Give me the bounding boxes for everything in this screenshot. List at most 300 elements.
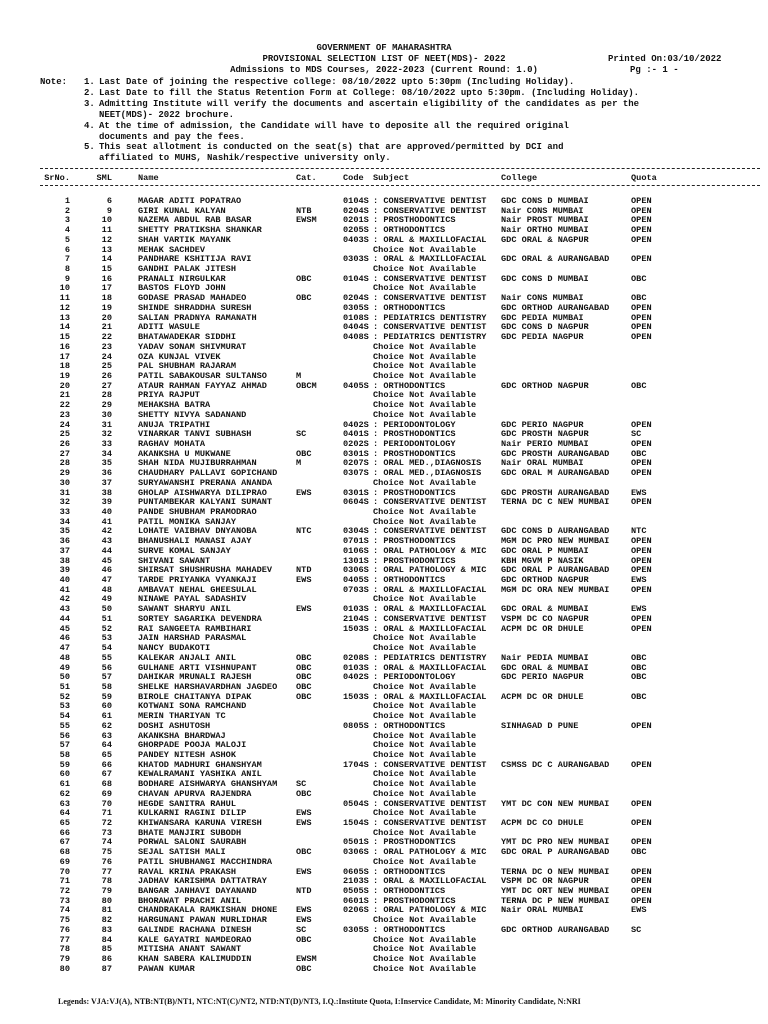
cell-subject: : ORAL & MAXILLOFACIAL	[373, 624, 487, 634]
legend: Legends: VJA:VJ(A), NTB:NT(B)/NT1, NTC:NT(C)/NT2, NTD:NT(D)/NT3, I.Q.:Institute Quota, I:Inservice Candidate, M: Minority Candidate, N:NRI	[58, 997, 581, 1006]
cell-college: Nair PERIO MUMBAI	[501, 439, 589, 449]
cell-name: AKANKSHA U MUKWANE	[138, 449, 231, 459]
cell-quota: OPEN	[631, 624, 652, 634]
cell-subject: : ORTHODONTICS	[373, 721, 446, 731]
cell-subject: Choice Not Available	[373, 935, 477, 945]
cell-sml: 63	[101, 731, 112, 741]
cell-code: 0202S	[343, 439, 369, 449]
table-row	[0, 809, 768, 819]
cell-college: Nair CONS MUMBAI	[501, 294, 584, 304]
cell-subject: Choice Not Available	[373, 517, 477, 527]
cell-name: BODHARE AISHWARYA GHANSHYAM	[138, 780, 278, 790]
cell-category: OBC	[296, 682, 312, 692]
cell-quota: OPEN	[631, 537, 652, 547]
cell-srno: 23	[59, 410, 70, 420]
table-row	[0, 702, 768, 712]
cell-subject: : CONSERVATIVE DENTIST	[373, 527, 487, 537]
cell-subject: : ORAL & MAXILLOFACIAL	[373, 585, 487, 595]
cell-category: EWS	[296, 819, 312, 828]
cell-sml: 84	[101, 935, 112, 945]
page-number: Pg :- 1 -	[630, 65, 679, 75]
cell-college: GDC PERIO NAGPUR	[501, 420, 584, 430]
cell-code: 0408S	[343, 333, 369, 343]
cell-name: KEWALRAMANI YASHIKA ANIL	[138, 770, 262, 780]
table-row	[0, 712, 768, 722]
cell-sml: 47	[101, 576, 112, 586]
cell-subject: Choice Not Available	[373, 712, 477, 722]
cell-name: BHATAWADEKAR SIDDHI	[138, 333, 236, 343]
cell-srno: 32	[59, 498, 70, 508]
cell-subject: : ORTHODONTICS	[373, 887, 446, 897]
table-row	[0, 450, 768, 460]
cell-subject: : ORAL & MAXILLOFACIAL	[373, 692, 487, 702]
cell-srno: 78	[59, 945, 70, 955]
cell-sml: 40	[101, 508, 112, 517]
cell-code: 0404S	[343, 323, 369, 333]
cell-name: CHAUDHARY PALLAVI GOPICHAND	[138, 469, 278, 479]
table-row	[0, 916, 768, 926]
cell-srno: 6	[64, 245, 70, 255]
cell-code: 0108S	[343, 313, 369, 323]
cell-sml: 65	[101, 750, 112, 760]
cell-college: MGM DC ORA NEW MUMBAI	[501, 585, 610, 595]
col-sml: SML	[96, 174, 112, 183]
cell-sml: 28	[101, 391, 112, 401]
table-row	[0, 421, 768, 431]
cell-college: Nair ORAL MUMBAI	[501, 459, 584, 469]
cell-college: GDC ORAL M AURANGABAD	[501, 469, 610, 479]
cell-sml: 25	[101, 362, 112, 372]
cell-sml: 85	[101, 945, 112, 955]
cell-srno: 4	[64, 226, 70, 236]
cell-category: EWSM	[296, 216, 317, 226]
cell-college: GDC ORTHOD AURANGABAD	[501, 925, 610, 935]
cell-srno: 50	[59, 673, 70, 683]
table-row	[0, 576, 768, 586]
cell-srno: 46	[59, 634, 70, 644]
cell-college: GDC CONS D NAGPUR	[501, 323, 589, 333]
header-list-title: PROVISIONAL SELECTION LIST OF NEET(MDS)- 2022	[262, 54, 506, 64]
cell-sml: 41	[101, 517, 112, 527]
cell-srno: 49	[59, 663, 70, 673]
cell-name: SHAH VARTIK MAYANK	[138, 235, 231, 245]
cell-sml: 24	[101, 352, 112, 362]
cell-category: M	[296, 459, 302, 469]
cell-srno: 59	[59, 760, 70, 770]
table-row	[0, 945, 768, 955]
table-row	[0, 343, 768, 353]
table-row	[0, 440, 768, 450]
cell-subject: : PEDIATRICS DENTISTRY	[373, 653, 487, 663]
table-row	[0, 732, 768, 742]
cell-sml: 51	[101, 614, 112, 624]
cell-subject: : ORAL MED.,DIAGNOSIS	[373, 469, 482, 479]
cell-subject: Choice Not Available	[373, 634, 477, 644]
table-row	[0, 391, 768, 401]
cell-srno: 16	[59, 342, 70, 352]
cell-subject: : PEDIATRICS DENTISTRY	[373, 333, 487, 343]
cell-quota: OBC	[631, 294, 647, 304]
table-row	[0, 790, 768, 800]
note-text: At the time of admission, the Candidate will have to deposite all the required original documents and pay the fees.	[99, 120, 569, 142]
cell-name: MEHAKSHA BATRA	[138, 401, 211, 411]
cell-quota: OPEN	[631, 867, 652, 877]
table-row	[0, 741, 768, 751]
cell-srno: 15	[59, 333, 70, 343]
cell-sml: 13	[101, 245, 112, 255]
cell-sml: 86	[101, 955, 112, 965]
cell-subject: : PERIODONTOLOGY	[373, 420, 456, 430]
table-row	[0, 401, 768, 411]
cell-sml: 59	[101, 692, 112, 702]
cell-code: 0402S	[343, 673, 369, 683]
cell-code: 0505S	[343, 887, 369, 897]
cell-sml: 72	[101, 819, 112, 828]
cell-sml: 42	[101, 527, 112, 537]
cell-srno: 34	[59, 517, 70, 527]
cell-srno: 61	[59, 780, 70, 790]
cell-subject: Choice Not Available	[373, 391, 477, 401]
cell-code: 0301S	[343, 488, 369, 498]
cell-name: KALEKAR ANJALI ANIL	[138, 653, 236, 663]
cell-sml: 61	[101, 712, 112, 722]
cell-college: Nair CONS MUMBAI	[501, 206, 584, 216]
cell-srno: 47	[59, 644, 70, 654]
cell-category: OBC	[296, 663, 312, 673]
cell-quota: EWS	[631, 576, 647, 586]
cell-sml: 34	[101, 449, 112, 459]
cell-code: 1503S	[343, 692, 369, 702]
table-row	[0, 226, 768, 236]
note-number: 1.	[84, 77, 95, 87]
cell-subject: : PERIODONTOLOGY	[373, 439, 456, 449]
table-row	[0, 304, 768, 314]
cell-category: NTB	[296, 206, 312, 216]
cell-quota: OPEN	[631, 614, 652, 624]
col-quota: Quota	[631, 174, 657, 183]
table-row	[0, 897, 768, 907]
cell-sml: 49	[101, 595, 112, 605]
table-row	[0, 353, 768, 363]
cell-subject: : CONSERVATIVE DENTIST	[373, 323, 487, 333]
cell-subject: : ORTHODONTICS	[373, 303, 446, 313]
cell-srno: 53	[59, 702, 70, 712]
note-text: Admitting Institute will verify the documents and ascertain eligibility of the candidates as per the NEET(MDS)- 2022 brochure.	[99, 98, 640, 120]
cell-subject: : PROSTHODONTICS	[373, 488, 456, 498]
cell-college: GDC PROSTH AURANGABAD	[501, 488, 610, 498]
cell-sml: 55	[101, 653, 112, 663]
notes-section	[40, 77, 760, 164]
cell-srno: 48	[59, 653, 70, 663]
cell-category: OBC	[296, 692, 312, 702]
cell-subject: : ORAL & MAXILLOFACIAL	[373, 235, 487, 245]
table-row	[0, 527, 768, 537]
cell-subject: : CONSERVATIVE DENTIST	[373, 799, 487, 809]
cell-name: SORTEY SAGARIKA DEVENDRA	[138, 614, 262, 624]
cell-college: MGM DC PRO NEW MUMBAI	[501, 537, 610, 547]
cell-srno: 3	[64, 216, 70, 226]
cell-quota: OPEN	[631, 721, 652, 731]
cell-name: SHINDE SHRADDHA SURESH	[138, 303, 252, 313]
cell-quota: SC	[631, 925, 642, 935]
cell-name: LOHATE VAIBHAV DNYANOBA	[138, 527, 257, 537]
cell-subject: : ORAL PATHOLOGY & MIC	[373, 546, 487, 556]
cell-college: Nair PEDIA MUMBAI	[501, 653, 589, 663]
cell-name: BHORAWAT PRACHI ANIL	[138, 896, 242, 906]
cell-college: YMT DC PRO NEW MUMBAI	[501, 838, 610, 848]
cell-name: SHETTY NIVYA SADANAND	[138, 410, 247, 420]
cell-subject: Choice Not Available	[373, 265, 477, 275]
cell-name: MERIN THARIYAN TC	[138, 712, 226, 722]
cell-name: PANDE SHUBHAM PRAMODRAO	[138, 508, 257, 517]
cell-sml: 16	[101, 274, 112, 284]
note-item	[40, 99, 760, 121]
cell-name: GHORPADE POOJA MALOJI	[138, 741, 247, 751]
cell-quota: OPEN	[631, 459, 652, 469]
cell-sml: 14	[101, 255, 112, 265]
cell-subject: : PROSTHODONTICS	[373, 216, 456, 226]
cell-college: VSPM DC OR NAGPUR	[501, 877, 589, 887]
cell-code: 0208S	[343, 653, 369, 663]
note-number: 3.	[84, 98, 95, 109]
cell-quota: OPEN	[631, 255, 652, 265]
cell-srno: 27	[59, 449, 70, 459]
cell-name: SEJAL SATISH MALI	[138, 848, 226, 858]
cell-quota: OPEN	[631, 197, 652, 206]
cell-category: OBC	[296, 294, 312, 304]
cell-sml: 10	[101, 216, 112, 226]
cell-srno: 2	[64, 206, 70, 216]
cell-code: 0306S	[343, 566, 369, 576]
cell-subject: Choice Not Available	[373, 478, 477, 488]
cell-sml: 67	[101, 770, 112, 780]
table-row	[0, 479, 768, 489]
cell-srno: 71	[59, 877, 70, 887]
cell-subject: : ORAL PATHOLOGY & MIC	[373, 566, 487, 576]
cell-quota: OPEN	[631, 469, 652, 479]
cell-sml: 74	[101, 838, 112, 848]
table-row	[0, 868, 768, 878]
table-row	[0, 255, 768, 265]
cell-name: NINAWE PAYAL SADASHIV	[138, 595, 247, 605]
cell-srno: 30	[59, 478, 70, 488]
table-row	[0, 926, 768, 936]
cell-name: BANGAR JANHAVI DAYANAND	[138, 887, 257, 897]
cell-category: NTD	[296, 566, 312, 576]
cell-name: MAGAR ADITI POPATRAO	[138, 197, 242, 206]
cell-name: SHAH NIDA MUJIBURRAHMAN	[138, 459, 257, 469]
table-row	[0, 838, 768, 848]
cell-subject: Choice Not Available	[373, 595, 477, 605]
cell-subject: Choice Not Available	[373, 342, 477, 352]
cell-srno: 22	[59, 401, 70, 411]
cell-sml: 32	[101, 430, 112, 440]
table-row	[0, 216, 768, 226]
table-row	[0, 625, 768, 635]
note-number: 4.	[84, 120, 95, 131]
cell-code: 0104S	[343, 274, 369, 284]
cell-subject: : CONSERVATIVE DENTIST	[373, 294, 487, 304]
cell-quota: OBC	[631, 692, 647, 702]
cell-college: ACPM DC OR DHULE	[501, 624, 584, 634]
table-row	[0, 275, 768, 285]
cell-srno: 69	[59, 857, 70, 867]
table-row	[0, 314, 768, 324]
printed-on: Printed On:03/10/2022	[608, 54, 722, 64]
cell-sml: 48	[101, 585, 112, 595]
cell-quota: OPEN	[631, 498, 652, 508]
cell-category: OBC	[296, 789, 312, 799]
cell-college: TERNA DC C NEW MUMBAI	[501, 498, 610, 508]
cell-subject: : CONSERVATIVE DENTIST	[373, 274, 487, 284]
cell-sml: 46	[101, 566, 112, 576]
cell-subject: : ORAL & MAXILLOFACIAL	[373, 663, 487, 673]
cell-srno: 51	[59, 682, 70, 692]
table-row	[0, 566, 768, 576]
cell-quota: OPEN	[631, 206, 652, 216]
note-text: Last Date of joining the respective college: 08/10/2022 upto 5:30pm (Including Holiday).	[99, 77, 575, 87]
cell-name: PANDEY NITESH ASHOK	[138, 750, 236, 760]
cell-srno: 77	[59, 935, 70, 945]
cell-category: EWSM	[296, 955, 317, 965]
cell-category: OBC	[296, 274, 312, 284]
cell-college: GDC PERIO NAGPUR	[501, 673, 584, 683]
cell-subject: : ORAL & MAXILLOFACIAL	[373, 605, 487, 615]
cell-code: 0605S	[343, 867, 369, 877]
cell-subject: : ORTHODONTICS	[373, 226, 446, 236]
cell-name: ANUJA TRIPATHI	[138, 420, 211, 430]
table-row	[0, 508, 768, 518]
cell-category: OBCM	[296, 381, 317, 391]
cell-subject: : CONSERVATIVE DENTIST	[373, 614, 487, 624]
cell-subject: Choice Not Available	[373, 682, 477, 692]
cell-subject: : CONSERVATIVE DENTIST	[373, 819, 487, 828]
col-name: Name	[138, 174, 159, 183]
cell-quota: OPEN	[631, 887, 652, 897]
table-row	[0, 489, 768, 499]
cell-quota: OPEN	[631, 838, 652, 848]
note-item	[40, 77, 760, 88]
cell-sml: 39	[101, 498, 112, 508]
table-row	[0, 819, 768, 829]
cell-quota: OPEN	[631, 877, 652, 887]
cell-name: SHIRSAT SHUSHRUSHA MAHADEV	[138, 566, 273, 576]
cell-subject: : CONSERVATIVE DENTIST	[373, 760, 487, 770]
cell-sml: 43	[101, 537, 112, 547]
cell-name: MEHAK SACHDEV	[138, 245, 206, 255]
cell-category: NTC	[296, 527, 312, 537]
cell-srno: 72	[59, 887, 70, 897]
cell-code: 0303S	[343, 255, 369, 265]
cell-srno: 8	[64, 265, 70, 275]
cell-subject: Choice Not Available	[373, 741, 477, 751]
cell-sml: 6	[106, 197, 112, 206]
cell-code: 0305S	[343, 925, 369, 935]
cell-code: 0405S	[343, 381, 369, 391]
cell-srno: 66	[59, 828, 70, 838]
note-number: 2.	[84, 87, 95, 98]
cell-code: 0401S	[343, 430, 369, 440]
cell-category: OBC	[296, 449, 312, 459]
cell-sml: 31	[101, 420, 112, 430]
cell-srno: 42	[59, 595, 70, 605]
table-row	[0, 693, 768, 703]
table-row	[0, 761, 768, 771]
cell-sml: 9	[106, 206, 112, 216]
cell-code: 0204S	[343, 206, 369, 216]
cell-college: GDC CONS D MUMBAI	[501, 197, 589, 206]
cell-srno: 44	[59, 614, 70, 624]
cell-srno: 79	[59, 955, 70, 965]
cell-quota: OBC	[631, 381, 647, 391]
cell-subject: : CONSERVATIVE DENTIST	[373, 197, 487, 206]
cell-sml: 22	[101, 333, 112, 343]
cell-srno: 5	[64, 235, 70, 245]
cell-quota: OPEN	[631, 556, 652, 566]
cell-srno: 9	[64, 274, 70, 284]
cell-college: GDC PROSTH AURANGABAD	[501, 449, 610, 459]
divider-header	[40, 185, 760, 186]
cell-name: KALE GAYATRI NAMDEORAO	[138, 935, 252, 945]
table-row	[0, 294, 768, 304]
cell-quota: OBC	[631, 663, 647, 673]
table-row	[0, 654, 768, 664]
cell-sml: 33	[101, 439, 112, 449]
col-college: College	[501, 174, 538, 183]
cell-sml: 29	[101, 401, 112, 411]
cell-category: EWS	[296, 605, 312, 615]
table-row	[0, 936, 768, 946]
cell-subject: Choice Not Available	[373, 964, 477, 974]
cell-sml: 73	[101, 828, 112, 838]
cell-subject: : ORAL PATHOLOGY & MIC	[373, 906, 487, 916]
cell-srno: 65	[59, 819, 70, 828]
cell-srno: 56	[59, 731, 70, 741]
cell-category: OBC	[296, 964, 312, 974]
cell-srno: 68	[59, 848, 70, 858]
cell-srno: 43	[59, 605, 70, 615]
cell-srno: 36	[59, 537, 70, 547]
cell-sml: 36	[101, 469, 112, 479]
cell-name: BASTOS FLOYD JOHN	[138, 284, 226, 294]
cell-sml: 58	[101, 682, 112, 692]
cell-sml: 45	[101, 556, 112, 566]
table-row	[0, 498, 768, 508]
table-row	[0, 877, 768, 887]
cell-category: SC	[296, 780, 307, 790]
cell-subject: Choice Not Available	[373, 401, 477, 411]
cell-code: 0103S	[343, 663, 369, 673]
cell-quota: NTC	[631, 527, 647, 537]
cell-subject: : CONSERVATIVE DENTIST	[373, 498, 487, 508]
cell-name: SHIVANI SAWANT	[138, 556, 211, 566]
cell-college: Nair ORAL MUMBAI	[501, 906, 584, 916]
cell-sml: 37	[101, 478, 112, 488]
cell-sml: 54	[101, 644, 112, 654]
table-row	[0, 605, 768, 615]
cell-sml: 76	[101, 857, 112, 867]
cell-subject: Choice Not Available	[373, 828, 477, 838]
cell-sml: 66	[101, 760, 112, 770]
cell-srno: 60	[59, 770, 70, 780]
cell-sml: 62	[101, 721, 112, 731]
cell-sml: 69	[101, 789, 112, 799]
cell-quota: OPEN	[631, 303, 652, 313]
cell-code: 0402S	[343, 420, 369, 430]
cell-name: OZA KUNJAL VIVEK	[138, 352, 221, 362]
cell-srno: 17	[59, 352, 70, 362]
table-row	[0, 246, 768, 256]
